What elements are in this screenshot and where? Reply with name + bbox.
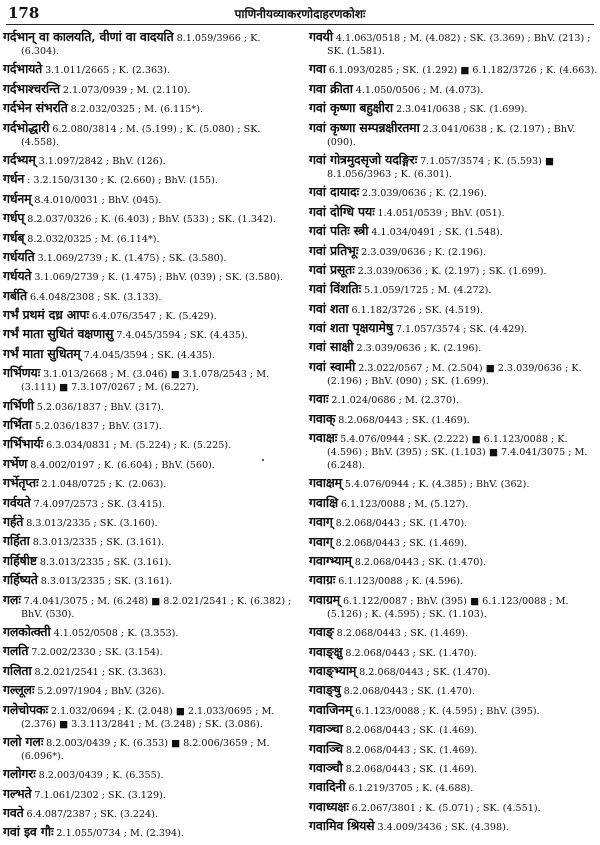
dictionary-entry <box>3 554 295 569</box>
entry-reference: 8.2.068/0443 ; SK. (1.470). <box>345 647 477 659</box>
entry-headword: गलकोत्क्ती <box>3 623 51 639</box>
entry-reference: 3.4.009/3436 ; SK. (4.398). <box>377 822 509 834</box>
entry-reference: 2.3.039/0636 ; K. (2.196). <box>356 343 482 355</box>
entry-headword: गल्लूलः <box>3 682 35 698</box>
right-column <box>309 30 600 838</box>
entry-reference: 3.1.069/2739 ; K. (1.475) ; BhV. (039) ; SK. (3.580). <box>34 272 284 284</box>
entry-headword: गवां शता पृक्षयामेषु <box>309 320 393 336</box>
dictionary-entry <box>3 683 295 698</box>
dictionary-entry <box>309 101 600 116</box>
dictionary-entry <box>309 282 600 297</box>
entry-reference: 8.2.068/0443 ; SK. (1.470). <box>354 556 487 568</box>
dictionary-entry <box>3 457 295 472</box>
entry-reference: : 3.2.150/3130 ; K. (2.660) ; BhV. (155). <box>27 175 218 187</box>
entry-headword: गवाग्रः <box>309 572 336 588</box>
entry-headword: गवां दोग्धि पयः <box>309 203 375 219</box>
entry-headword: गलति <box>3 643 29 659</box>
left-column <box>3 30 295 845</box>
dictionary-entry <box>3 192 295 207</box>
entry-headword: गर्धयति <box>3 248 35 264</box>
entry-headword: गवां दायादः <box>309 184 359 200</box>
entry-headword: गर्हिषीष्ट <box>3 552 37 568</box>
entry-reference: 6.4.087/2387 ; SK. (3.224). <box>26 809 158 821</box>
print-speck <box>262 459 264 461</box>
entry-reference: 8.2.003/0439 ; K. (6.353) ■ 8.2.006/3659 ; M. (6.096*). <box>21 737 270 762</box>
dictionary-entry <box>309 263 600 278</box>
entry-reference: 6.3.034/0831 ; M. (5.224) ; K. (5.225). <box>46 440 232 452</box>
entry-headword: गर्हिष्यते <box>3 572 38 588</box>
entry-headword: गर्हिता <box>3 533 30 549</box>
entry-reference: 3.1.097/2842 ; BhV. (126). <box>38 155 166 167</box>
dictionary-entry <box>309 573 600 588</box>
dictionary-entry <box>309 554 600 569</box>
entry-headword: गवादिनी <box>309 779 346 795</box>
entry-headword: गर्धन <box>3 171 25 187</box>
entry-reference: 8.3.013/2335 ; SK. (3.161). <box>40 576 173 588</box>
entry-headword: गर्भिता <box>3 417 32 433</box>
entry-reference: 8.2.068/0443 ; SK. (1.469). <box>336 628 469 640</box>
entry-headword: गर्भिभार्यः <box>3 436 44 452</box>
dictionary-entry <box>3 476 295 491</box>
entry-headword: गलः <box>3 591 21 607</box>
dictionary-entry <box>309 476 600 491</box>
entry-reference: 6.1.123/0088 ; M. (5.127). <box>340 498 469 510</box>
entry-headword: गवा क्रीता <box>309 80 353 96</box>
entry-reference: 4.1.063/0518 ; M. (4.082) ; SK. (3.369) ; BhV. (213) ; SK. (1.581). <box>327 33 591 57</box>
entry-reference: 2.1.073/0939 ; M. (2.110). <box>62 84 191 96</box>
dictionary-entry <box>309 340 600 355</box>
dictionary-entry <box>3 437 295 452</box>
dictionary-entry <box>3 366 295 394</box>
dictionary-entry <box>309 496 600 511</box>
dictionary-entry <box>3 825 295 840</box>
entry-reference: 8.2.068/0443 ; SK. (1.469). <box>338 414 470 426</box>
dictionary-entry <box>309 683 600 698</box>
entry-headword: गर्धप् <box>3 210 25 226</box>
entry-headword: गवां कृष्णा सम्पन्नक्षीरतमा <box>309 119 420 135</box>
entry-reference: 8.3.013/2335 ; SK. (3.161). <box>32 537 165 549</box>
entry-headword: गर्दभान् वा कालयति, वीणां वा वादयति <box>3 29 174 44</box>
entry-headword: गर्भिणयः <box>3 365 41 381</box>
dictionary-entry <box>309 205 600 220</box>
entry-headword: गर्भेतृप्तः <box>3 475 39 491</box>
entry-reference: 4.1.052/0508 ; K. (3.353). <box>53 627 179 639</box>
dictionary-entry <box>309 664 600 679</box>
entry-headword: गवामिव श्रियसे <box>309 818 375 834</box>
entry-headword: गवाञ्चि <box>309 740 343 756</box>
entry-reference: 3.1.011/2665 ; K. (2.363). <box>45 65 170 77</box>
entry-reference: 2.3.039/0636 ; K. (2.196). <box>361 246 487 258</box>
entry-reference: 4.1.034/0491 ; SK. (1.548). <box>371 227 503 239</box>
entry-reference: 6.4.048/2308 ; SK. (3.133). <box>29 291 162 303</box>
entry-reference: 6.2.080/3814 ; M. (5.199) ; K. (5.080) ; SK. (4.558). <box>21 123 261 148</box>
entry-headword: गवाग् <box>309 533 333 549</box>
entry-reference: 7.1.057/3574 ; K. (5.593) ■ 8.1.056/3963 ; K. (6.301). <box>327 155 554 180</box>
entry-headword: गर्भं माता सुधितम् <box>3 345 81 361</box>
entry-reference: 8.2.068/0443 ; SK. (1.470). <box>359 666 491 678</box>
entry-reference: 2.3.041/0638 ; K. (2.197) ; BhV. (090). <box>327 123 576 148</box>
entry-reference: 5.2.097/1904 ; BhV. (326). <box>37 686 165 698</box>
entry-headword: गवाञ्चा <box>309 721 343 737</box>
entry-reference: 8.2.068/0443 ; SK. (1.470). <box>343 686 476 698</box>
dictionary-entry <box>3 153 295 168</box>
entry-reference: 7.4.045/3594 ; SK. (4.435). <box>83 349 216 361</box>
dictionary-entry <box>309 62 600 77</box>
entry-reference: 7.4.041/3075 ; M. (6.248) ■ 8.2.021/2541 ; K. (6.382) ; BhV. (530). <box>21 595 292 620</box>
entry-reference: 8.4.010/0031 ; BhV. (045). <box>34 194 162 206</box>
entry-reference: 6.1.093/0285 ; SK. (1.292) ■ 6.1.182/3726 ; K. (4.663). <box>328 65 598 77</box>
entry-headword: गलेचोपकः <box>3 701 48 717</box>
entry-headword: गर्बति <box>3 287 27 303</box>
entry-headword: गवां स्वामी <box>309 358 356 374</box>
dictionary-entry <box>309 185 600 200</box>
dictionary-entry <box>309 593 600 621</box>
entry-headword: गवां साक्षी <box>309 339 354 355</box>
dictionary-entry <box>309 645 600 660</box>
entry-headword: गर्भिणी <box>3 397 34 413</box>
entry-reference: 2.3.041/0638 ; SK. (1.699). <box>395 104 528 116</box>
entry-reference: 1.4.051/0539 ; BhV. (051). <box>377 207 505 219</box>
entry-reference: 7.4.045/3594 ; SK. (4.435). <box>116 330 248 342</box>
running-title: पाणिनीयव्याकरणोदाहरणकोशः <box>234 7 366 21</box>
entry-headword: गवाग्रम् <box>309 591 340 607</box>
entry-headword: गवाक् <box>309 410 336 426</box>
dictionary-entry <box>309 742 600 757</box>
dictionary-entry <box>3 62 295 77</box>
entry-reference: 7.1.057/3574 ; SK. (4.429). <box>395 324 528 336</box>
dictionary-entry <box>3 308 295 323</box>
header-rule <box>6 24 594 25</box>
dictionary-entry <box>3 418 295 433</box>
entry-headword: गर्धनम् <box>3 190 32 206</box>
page-number: 178 <box>8 4 40 22</box>
dictionary-entry <box>309 30 600 58</box>
entry-reference: 2.1.032/0694 ; K. (2.048) ■ 2.1.033/0695 ; M. (2.376) ■ 3.3.113/2841 ; M. (3.248) ; SK. (3.086). <box>21 705 275 730</box>
dictionary-entry <box>3 806 295 821</box>
dictionary-entry <box>309 121 600 149</box>
entry-headword: गर्दभेन संभरति <box>3 100 68 116</box>
dictionary-entry <box>309 625 600 640</box>
entry-headword: गवां प्रसूतः <box>309 261 355 277</box>
entry-reference: 2.1.048/0725 ; K. (2.063). <box>41 479 167 491</box>
entry-headword: गलो गलः <box>3 733 44 749</box>
entry-headword: गर्दभोद्धारी <box>3 119 50 135</box>
entry-headword: गवाञ्चौ <box>309 759 343 775</box>
dictionary-entry <box>3 515 295 530</box>
entry-headword: गवां कृष्णा बहुक्षीरा <box>309 100 393 116</box>
dictionary-entry <box>3 347 295 362</box>
dictionary-entry <box>3 664 295 679</box>
entry-reference: 3.1.069/2739 ; K. (1.475) ; SK. (3.580). <box>37 252 227 264</box>
entry-headword: गवां इव गौः <box>3 824 54 840</box>
entry-reference: 2.1.024/0686 ; M. (2.370). <box>331 395 459 407</box>
entry-headword: गवाजिनम् <box>309 701 353 717</box>
dictionary-entry <box>309 761 600 776</box>
entry-reference: 8.2.003/0439 ; K. (6.355). <box>38 770 164 782</box>
entry-reference: 7.2.002/2330 ; SK. (3.154). <box>31 647 163 659</box>
entry-headword: गर्धब् <box>3 229 25 245</box>
dictionary-entry <box>3 534 295 549</box>
entry-headword: गर्भेण <box>3 455 28 471</box>
entry-headword: गवाध्यक्षः <box>309 798 349 814</box>
entry-reference: 6.1.182/3726 ; SK. (4.519). <box>351 304 483 316</box>
entry-reference: 5.4.076/0944 ; SK. (2.222) ■ 6.1.123/0088 ; K. (4.596) ; BhV. (395) ; SK. (1.103) ■ 7.4.041/3075 ; M. (6.248). <box>327 434 588 472</box>
entry-reference: 8.2.068/0443 ; SK. (1.469). <box>345 763 478 775</box>
entry-headword: गवाः <box>309 391 329 407</box>
entry-reference: 6.1.122/0087 ; BhV. (395) ■ 6.1.123/0088 ; M. (5.126) ; K. (4.595) ; SK. (1.103). <box>327 595 569 620</box>
entry-headword: गवाग् <box>309 514 333 530</box>
dictionary-entry <box>309 153 600 181</box>
entry-headword: गवाक्षः <box>309 430 338 446</box>
entry-reference: 8.2.037/0326 ; K. (6.403) ; BhV. (533) ; SK. (1.342). <box>27 214 276 226</box>
dictionary-entry <box>309 780 600 795</box>
entry-headword: गर्भं प्रथमं दध्र आपः <box>3 307 89 323</box>
dictionary-entry <box>309 412 600 427</box>
entry-reference: 5.2.036/1837 ; BhV. (317). <box>34 421 162 433</box>
entry-headword: गर्धयते <box>3 268 32 284</box>
entry-headword: गवाङ्षु <box>309 682 341 698</box>
entry-reference: 8.2.068/0443 ; SK. (1.469). <box>345 744 478 756</box>
dictionary-entry <box>3 327 295 342</box>
dictionary-entry <box>309 360 600 388</box>
entry-reference: 5.4.076/0944 ; K. (4.385) ; BhV. (362). <box>344 479 530 491</box>
dictionary-entry <box>3 269 295 284</box>
entry-reference: 8.3.013/2335 ; SK. (3.161). <box>39 556 172 568</box>
entry-headword: गवां प्रतिभूः <box>309 242 359 258</box>
entry-reference: 6.1.123/0088 ; K. (4.596). <box>338 576 464 588</box>
entry-reference: 2.3.022/0567 ; M. (2.504) ■ 2.3.039/0636 ; K. (2.196) ; BhV. (090) ; SK. (1.699). <box>327 362 582 387</box>
entry-reference: 7.4.097/2573 ; SK. (3.415). <box>33 498 166 510</box>
entry-reference: 8.2.068/0443 ; SK. (1.469). <box>335 537 468 549</box>
dictionary-entry <box>3 625 295 640</box>
entry-reference: 2.3.039/0636 ; K. (2.196). <box>361 188 487 200</box>
entry-reference: 2.1.055/0734 ; M. (2.394). <box>56 828 184 840</box>
entry-reference: 7.1.061/2302 ; SK. (3.129). <box>34 789 166 801</box>
entry-headword: गवते <box>3 805 24 821</box>
dictionary-entry <box>3 593 295 621</box>
dictionary-entry <box>309 321 600 336</box>
dictionary-entry <box>3 101 295 116</box>
dictionary-entry <box>3 399 295 414</box>
entry-reference: 8.2.068/0443 ; SK. (1.469). <box>345 725 478 737</box>
dictionary-entry <box>3 496 295 511</box>
entry-headword: गवयी <box>309 29 333 44</box>
dictionary-entry <box>309 244 600 259</box>
dictionary-entry <box>3 172 295 187</box>
dictionary-entry <box>3 250 295 265</box>
entry-reference: 3.1.013/2668 ; M. (3.046) ■ 3.1.078/2543 ; M. (3.111) ■ 7.3.107/0267 ; M. (6.227). <box>21 369 270 394</box>
entry-reference: 8.2.068/0443 ; SK. (1.470). <box>335 518 468 530</box>
dictionary-entry <box>3 231 295 246</box>
dictionary-entry <box>3 703 295 731</box>
entry-headword: गर्दभ्यम् <box>3 151 36 167</box>
dictionary-entry <box>3 289 295 304</box>
dictionary-entry <box>3 644 295 659</box>
entry-headword: गवाक्षि <box>309 494 338 510</box>
entry-headword: गवाग्भ्याम् <box>309 552 352 568</box>
dictionary-entry <box>309 819 600 834</box>
entry-headword: गर्दभाश्चरन्ति <box>3 80 60 96</box>
dictionary-entry <box>3 573 295 588</box>
entry-reference: 6.4.076/3547 ; K. (5.429). <box>91 311 217 323</box>
entry-headword: गलिता <box>3 662 32 678</box>
dictionary-entry <box>3 735 295 763</box>
entry-headword: गवाङ्क्षु <box>309 643 343 659</box>
dictionary-entry <box>309 392 600 407</box>
entry-headword: गवा <box>309 61 326 77</box>
entry-headword: गर्भं माता सुधितं वक्षणासु <box>3 326 114 342</box>
entry-headword: गवां पतिः स्त्री <box>309 223 369 239</box>
dictionary-entry <box>3 82 295 97</box>
entry-reference: 5.2.036/1837 ; BhV. (317). <box>36 401 164 413</box>
entry-reference: 4.1.050/0506 ; M. (4.073). <box>355 84 484 96</box>
entry-headword: गवाक्षम् <box>309 475 342 491</box>
entry-headword: गवां गोत्रमुदसृजो यदङ्गिरः <box>309 151 418 167</box>
dictionary-entry <box>309 722 600 737</box>
entry-headword: गवाङ्भ्याम् <box>309 662 357 678</box>
dictionary-entry <box>3 121 295 149</box>
dictionary-entry <box>309 302 600 317</box>
dictionary-entry <box>3 767 295 782</box>
dictionary-entry <box>309 800 600 815</box>
entry-headword: गर्दभायते <box>3 61 43 77</box>
entry-reference: 6.1.219/3705 ; K. (4.688). <box>348 783 474 795</box>
dictionary-entry <box>309 224 600 239</box>
entry-headword: गवाङ् <box>309 624 334 640</box>
entry-headword: गलोगरः <box>3 766 36 782</box>
entry-reference: 8.3.013/2335 ; SK. (3.160). <box>26 517 158 529</box>
entry-headword: गर्हते <box>3 513 24 529</box>
dictionary-entry <box>3 30 295 58</box>
dictionary-entry <box>309 535 600 550</box>
entry-headword: गवां शता <box>309 300 349 316</box>
entry-reference: 8.2.021/2541 ; SK. (3.363). <box>34 666 166 678</box>
page-header <box>0 4 600 24</box>
dictionary-entry <box>3 787 295 802</box>
entry-headword: गवां विंशतिः <box>309 281 361 297</box>
dictionary-entry <box>309 703 600 718</box>
entry-reference: 8.4.002/0197 ; K. (6.604) ; BhV. (560). <box>30 459 215 471</box>
entry-reference: 8.1.059/3966 ; K. (6.304). <box>21 33 261 57</box>
dictionary-entry <box>309 82 600 97</box>
entry-reference: 5.1.059/1725 ; M. (4.272). <box>363 285 492 297</box>
entry-reference: 6.1.123/0088 ; K. (4.595) ; BhV. (395). <box>355 705 540 717</box>
dictionary-entry <box>3 211 295 226</box>
entry-reference: 8.2.032/0325 ; M. (6.114*). <box>27 233 160 245</box>
entry-headword: गल्भते <box>3 785 32 801</box>
entry-reference: 2.3.039/0636 ; K. (2.197) ; SK. (1.699). <box>357 265 547 277</box>
entry-reference: 6.2.067/3801 ; K. (5.071) ; SK. (4.551). <box>351 802 541 814</box>
dictionary-entry <box>309 515 600 530</box>
entry-headword: गर्वयते <box>3 494 31 510</box>
dictionary-entry <box>309 431 600 472</box>
entry-reference: 8.2.032/0325 ; M. (6.115*). <box>70 104 203 116</box>
